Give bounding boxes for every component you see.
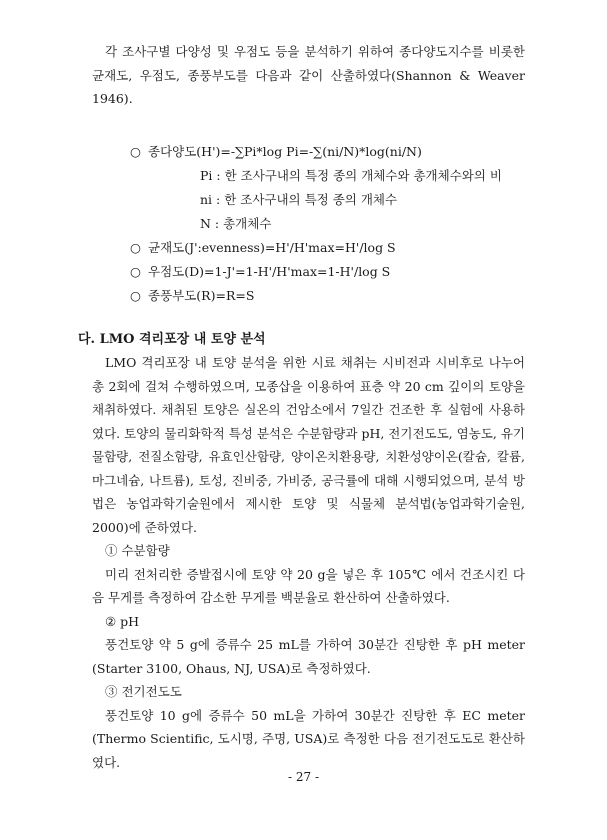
formula-diversity [130, 140, 530, 164]
bullet-icon: ○ [130, 264, 141, 279]
subsection-text-ec: 풍건토양 10 g에 증류수 50 mL을 가하여 30분간 진탕한 후 EC meter (Thermo Scientific, 도시명, 주명, USA)로 측정한 다음 전기전도도로 환산하였다. [92, 707, 525, 770]
formula-dominance [130, 260, 530, 284]
formula-n-definition: N : 총개체수 [200, 216, 272, 231]
formula-pi-definition: Pi : 한 조사구내의 특정 종의 개체수와 총개체수와의 비 [200, 168, 502, 183]
bullet-icon: ○ [130, 288, 141, 303]
section-body [92, 351, 525, 774]
section-heading: 다. LMO 격리포장 내 토양 분석 [78, 332, 266, 347]
bullet-icon: ○ [130, 144, 141, 159]
subsection-title-moisture: ① 수분함량 [105, 543, 170, 558]
intro-paragraph: 각 조사구별 다양성 및 우점도 등을 분석하기 위하여 종다양도지수를 비롯한 균재도, 우점도, 종풍부도를 다음과 같이 산출하였다(Shannon & Weaver 1946). [92, 44, 525, 106]
formula-ni-definition: ni : 한 조사구내의 특정 종의 개체수 [200, 192, 398, 207]
section-paragraph: LMO 격리포장 내 토양 분석을 위한 시료 채취는 시비전과 시비후로 나누어 총 2회에 걸쳐 수행하였으며, 모종삽을 이용하여 표층 약 20 cm 깊이의 토양을 채취하였다. 채취된 토양은 실온의 건암소에서 7일간 건조한 후 실험에 사용하였다. 토양의 물리화학적 특성 분석은 수분함량과 pH, 전기전도도, 염농도, 유기물함량, 전질소함량, 유효인산함량, 양이온치환용량, 치환성양이온(칼슘, 칼륨, 마그네슘, 나트륨), 토성, 진비중, 가비중, 공극률에 대해 시행되었으며, 분석 방법은 농업과학기술원에서 제시한 토양 및 식물체 분석법(농업과학기술원, 2000)에 준하였다. [92, 355, 525, 535]
formula-evenness [130, 236, 530, 260]
formula-text: 종풍부도(R)=R=S [148, 288, 255, 303]
formula-text: 종다양도(H')=-∑Pi*log Pi=-∑(ni/N)*log(ni/N) [148, 144, 422, 159]
subsection-title-ph: ② pH [105, 613, 140, 629]
subsection-title-ec: ③ 전기전도도 [105, 684, 182, 699]
subsection-text-moisture: 미리 전처리한 증발접시에 토양 약 20 g을 넣은 후 105℃ 에서 건조시킨 다음 무게를 측정하여 감소한 무게를 백분율로 환산하여 산출하였다. [92, 566, 525, 605]
bullet-icon: ○ [130, 240, 141, 255]
formula-text: 균재도(J':evenness)=H'/H'max=H'/log S [148, 240, 396, 255]
formula-text: 우점도(D)=1-J'=1-H'/H'max=1-H'/log S [148, 264, 391, 279]
formula-list [130, 140, 530, 308]
formula-richness [130, 284, 530, 308]
subsection-text-ph: 풍건토양 약 5 g에 증류수 25 mL를 가하여 30분간 진탕한 후 pH meter (Starter 3100, Ohaus, NJ, USA)로 측정하였다. [92, 637, 525, 676]
page-number: - 27 - [287, 770, 319, 784]
